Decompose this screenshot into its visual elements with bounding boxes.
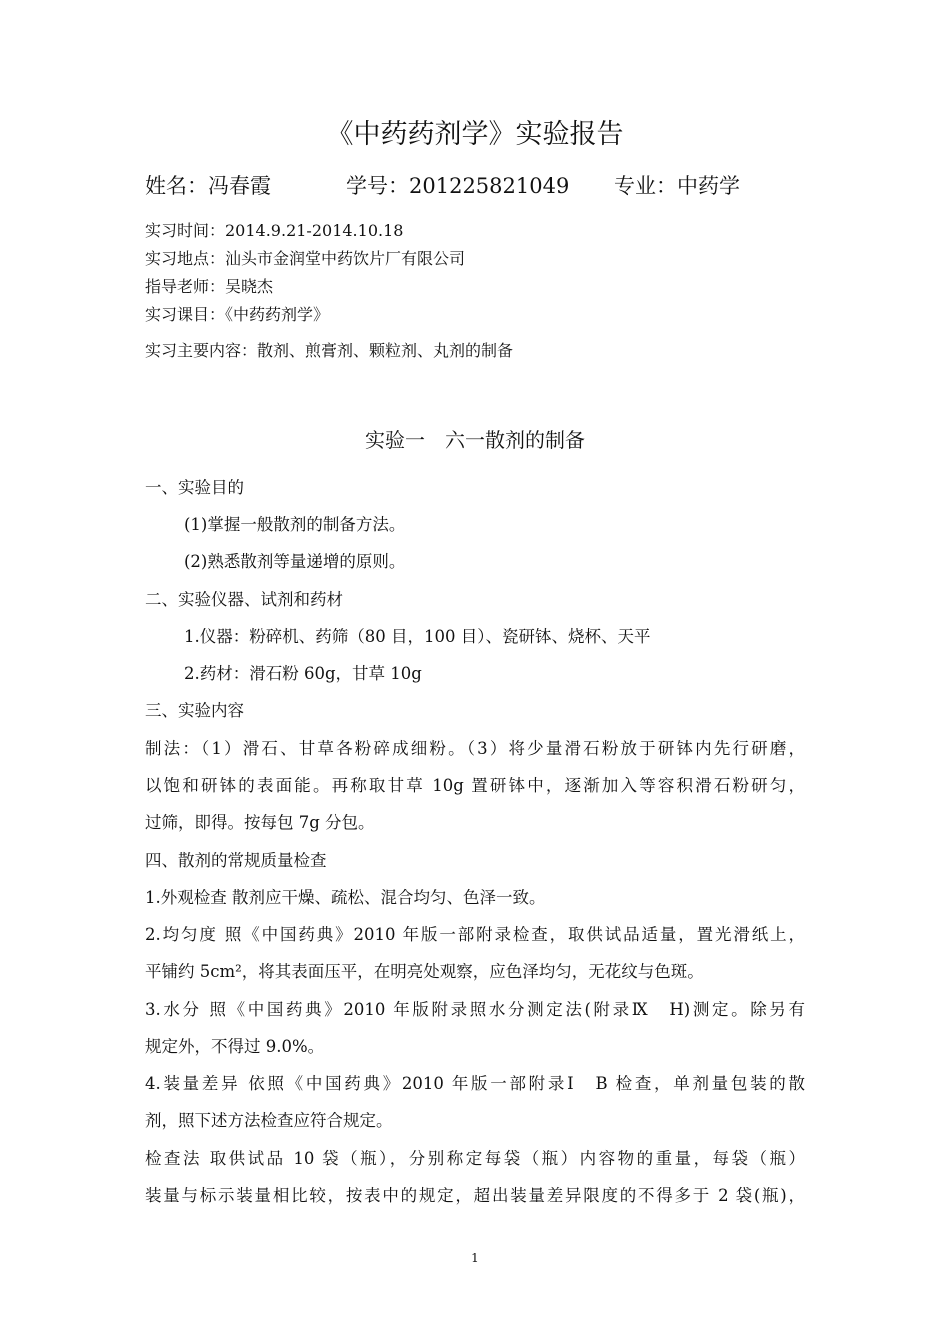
student-name: 姓名：冯春霞 [145, 174, 271, 198]
materials-item: 2.药材：滑石粉 60g，甘草 10g [184, 664, 422, 683]
check-method-line: 装量与标示装量相比较，按表中的规定，超出装量差异限度的不得多于 2 袋(瓶)， [145, 1186, 805, 1205]
method-line: 制法：（1）滑石、甘草各粉碎成细粉。（3）将少量滑石粉放于研钵内先行研磨， [145, 739, 805, 758]
equipment-item: 1.仪器：粉碎机、药筛（80 目，100 目）、瓷研钵、烧杯、天平 [184, 627, 651, 646]
experiment-title: 实验一 六一散剂的制备 [365, 428, 585, 452]
report-title: 《中药药剂学》实验报告 [326, 119, 624, 150]
section-heading-content: 三、实验内容 [145, 701, 244, 720]
student-id: 学号：201225821049 [346, 174, 570, 198]
section-heading-quality: 四、散剂的常规质量检查 [145, 851, 327, 870]
quality-item: 2.均匀度 照《中国药典》2010 年版一部附录检查，取供试品适量，置光滑纸上， [145, 925, 805, 944]
purpose-item: (2)熟悉散剂等量递增的原则。 [184, 552, 406, 571]
internship-location: 实习地点：汕头市金润堂中药饮片厂有限公司 [145, 249, 466, 268]
student-major: 专业：中药学 [614, 174, 740, 198]
main-content: 实习主要内容：散剂、煎膏剂、颗粒剂、丸剂的制备 [145, 341, 514, 360]
instructor: 指导老师：吴晓杰 [145, 277, 274, 296]
quality-item: 3.水分 照《中国药典》2010 年版附录照水分测定法(附录Ⅸ H)测定。除另有 [145, 1000, 805, 1019]
quality-item: 4.装量差异 依照《中国药典》2010 年版一部附录Ⅰ B 检查，单剂量包装的散 [145, 1074, 805, 1093]
section-heading-purpose: 一、实验目的 [145, 478, 244, 497]
check-method-line: 检查法 取供试品 10 袋（瓶），分别称定每袋（瓶）内容物的重量，每袋（瓶） [145, 1149, 805, 1168]
method-line: 过筛，即得。按每包 7g 分包。 [145, 813, 375, 832]
quality-item: 规定外，不得过 9.0%。 [145, 1037, 325, 1056]
quality-item: 平铺约 5cm²，将其表面压平，在明亮处观察，应色泽均匀，无花纹与色斑。 [145, 962, 704, 981]
method-line: 以饱和研钵的表面能。再称取甘草 10g 置研钵中，逐渐加入等容积滑石粉研匀， [145, 776, 805, 795]
purpose-item: (1)掌握一般散剂的制备方法。 [184, 515, 406, 534]
course: 实习课目：《中药药剂学》 [145, 305, 330, 324]
quality-item: 剂，照下述方法检查应符合规定。 [145, 1111, 393, 1130]
quality-item: 1.外观检查 散剂应干燥、疏松、混合均匀、色泽一致。 [145, 888, 546, 907]
section-heading-equipment: 二、实验仪器、试剂和药材 [145, 590, 343, 609]
page-number: 1 [471, 1251, 479, 1265]
internship-time: 实习时间：2014.9.21-2014.10.18 [145, 221, 404, 240]
